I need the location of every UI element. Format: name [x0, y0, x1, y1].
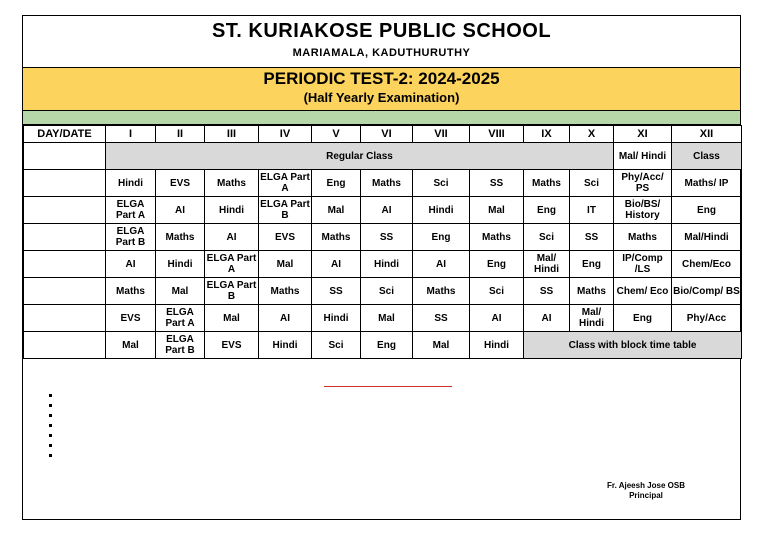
school-name: ST. KURIAKOSE PUBLIC SCHOOL: [211, 20, 552, 42]
subject-cell: Sci: [570, 170, 614, 197]
subject-cell: Sci: [524, 224, 570, 251]
subject-cell: ELGA Part A: [205, 251, 259, 278]
green-band: [23, 111, 740, 125]
principal-title: Principal: [629, 491, 663, 500]
subject-cell: Eng: [413, 224, 470, 251]
column-header: VII: [413, 126, 470, 143]
date-cell: [24, 197, 106, 224]
subject-cell: Maths: [361, 170, 413, 197]
title-band: [23, 67, 740, 111]
subject-cell: AI: [156, 197, 205, 224]
block-timetable-note: Class with block time table: [524, 332, 742, 359]
subject-cell: SS: [570, 224, 614, 251]
subject-cell: Mal/ Hindi: [524, 251, 570, 278]
date-cell: [24, 170, 106, 197]
table-row: [24, 197, 742, 224]
date-cell: [24, 251, 106, 278]
table-row: [24, 332, 742, 359]
subject-cell: Eng: [614, 305, 672, 332]
date-cell: [24, 278, 106, 305]
subject-cell: Mal: [106, 332, 156, 359]
column-header: VIII: [470, 126, 524, 143]
subject-cell: Sci: [470, 278, 524, 305]
subject-cell: Maths: [259, 278, 312, 305]
subject-cell: Mal: [413, 332, 470, 359]
subject-cell: EVS: [205, 332, 259, 359]
date-cell: [24, 224, 106, 251]
regular-class-banner: Regular Class: [106, 143, 614, 170]
bullet-list: [49, 394, 57, 464]
timetable-page: [22, 15, 741, 520]
column-header: III: [205, 126, 259, 143]
subject-cell: Hindi: [312, 305, 361, 332]
date-cell: [24, 332, 106, 359]
subject-cell: Mal: [312, 197, 361, 224]
subject-cell: Hindi: [205, 197, 259, 224]
column-header: XI: [614, 126, 672, 143]
bullet: [49, 434, 52, 437]
subject-cell: Chem/Eco: [672, 251, 742, 278]
column-header: I: [106, 126, 156, 143]
regular-class-row: [24, 143, 742, 170]
subject-cell: Chem/ Eco: [614, 278, 672, 305]
bullet: [49, 424, 52, 427]
date-cell: [24, 305, 106, 332]
table-row: [24, 251, 742, 278]
subject-cell: AI: [205, 224, 259, 251]
subject-cell: Hindi: [106, 170, 156, 197]
header-row: [24, 126, 742, 143]
subject-cell: Maths: [106, 278, 156, 305]
subject-cell: EVS: [106, 305, 156, 332]
column-header: V: [312, 126, 361, 143]
subject-cell: Eng: [524, 197, 570, 224]
principal-name: Fr. Ajeesh Jose OSB: [607, 481, 685, 490]
school-location: MARIAMALA, KADUTHURUTHY: [292, 47, 471, 59]
subject-cell: Sci: [413, 170, 470, 197]
column-header: X: [570, 126, 614, 143]
table-row: [24, 278, 742, 305]
subject-cell: EVS: [156, 170, 205, 197]
subject-cell: Mal: [259, 251, 312, 278]
table-row: [24, 170, 742, 197]
subject-cell: ELGA Part A: [259, 170, 312, 197]
subject-cell: SS: [524, 278, 570, 305]
column-header: II: [156, 126, 205, 143]
subject-cell: Maths: [470, 224, 524, 251]
subject-cell: AI: [361, 197, 413, 224]
cell-xi-first: Mal/ Hindi: [614, 143, 672, 170]
subject-cell: Maths: [570, 278, 614, 305]
subject-cell: Hindi: [470, 332, 524, 359]
subject-cell: Mal/ Hindi: [570, 305, 614, 332]
subject-cell: Mal: [156, 278, 205, 305]
bullet: [49, 394, 52, 397]
column-header: IV: [259, 126, 312, 143]
subject-cell: Mal/Hindi: [672, 224, 742, 251]
subject-cell: Eng: [361, 332, 413, 359]
subject-cell: Bio/Comp/ BS: [672, 278, 742, 305]
subject-cell: EVS: [259, 224, 312, 251]
subject-cell: Hindi: [361, 251, 413, 278]
test-title: PERIODIC TEST-2: 2024-2025: [263, 69, 500, 88]
subject-cell: SS: [413, 305, 470, 332]
subject-cell: SS: [470, 170, 524, 197]
subject-cell: Maths: [413, 278, 470, 305]
subject-cell: ELGA Part A: [156, 305, 205, 332]
subject-cell: Maths: [205, 170, 259, 197]
bullet: [49, 444, 52, 447]
subject-cell: Maths: [614, 224, 672, 251]
subject-cell: Eng: [470, 251, 524, 278]
subject-cell: Phy/Acc: [672, 305, 742, 332]
subject-cell: Maths: [524, 170, 570, 197]
subject-cell: ELGA Part B: [205, 278, 259, 305]
subject-cell: AI: [106, 251, 156, 278]
cell-xii-first: Class: [672, 143, 742, 170]
subject-cell: AI: [413, 251, 470, 278]
table-row: [24, 224, 742, 251]
column-header: XII: [672, 126, 742, 143]
red-divider: [324, 386, 452, 387]
subject-cell: Maths: [156, 224, 205, 251]
subject-cell: Phy/Acc/ PS: [614, 170, 672, 197]
test-subtitle: (Half Yearly Examination): [303, 90, 460, 105]
subject-cell: ELGA Part A: [106, 197, 156, 224]
subject-cell: Bio/BS/ History: [614, 197, 672, 224]
subject-cell: Sci: [312, 332, 361, 359]
timetable: [23, 125, 742, 359]
subject-cell: AI: [470, 305, 524, 332]
subject-cell: IT: [570, 197, 614, 224]
subject-cell: Mal: [470, 197, 524, 224]
subject-cell: AI: [312, 251, 361, 278]
subject-cell: Sci: [361, 278, 413, 305]
subject-cell: Maths: [312, 224, 361, 251]
subject-cell: Eng: [570, 251, 614, 278]
table-row: [24, 305, 742, 332]
subject-cell: Hindi: [156, 251, 205, 278]
subject-cell: ELGA Part B: [156, 332, 205, 359]
subject-cell: Eng: [672, 197, 742, 224]
subject-cell: ELGA Part B: [106, 224, 156, 251]
subject-cell: AI: [524, 305, 570, 332]
subject-cell: Hindi: [259, 332, 312, 359]
subject-cell: Eng: [312, 170, 361, 197]
subject-cell: IP/Comp /LS: [614, 251, 672, 278]
subject-cell: Maths/ IP: [672, 170, 742, 197]
bullet: [49, 414, 52, 417]
subject-cell: Hindi: [413, 197, 470, 224]
bullet: [49, 404, 52, 407]
subject-cell: SS: [312, 278, 361, 305]
subject-cell: Mal: [205, 305, 259, 332]
bullet: [49, 454, 52, 457]
subject-cell: ELGA Part B: [259, 197, 312, 224]
subject-cell: SS: [361, 224, 413, 251]
signature-block: [571, 481, 721, 501]
column-header: DAY/DATE: [24, 126, 106, 143]
subject-cell: AI: [259, 305, 312, 332]
subject-cell: Mal: [361, 305, 413, 332]
column-header: VI: [361, 126, 413, 143]
column-header: IX: [524, 126, 570, 143]
date-cell: [24, 143, 106, 170]
